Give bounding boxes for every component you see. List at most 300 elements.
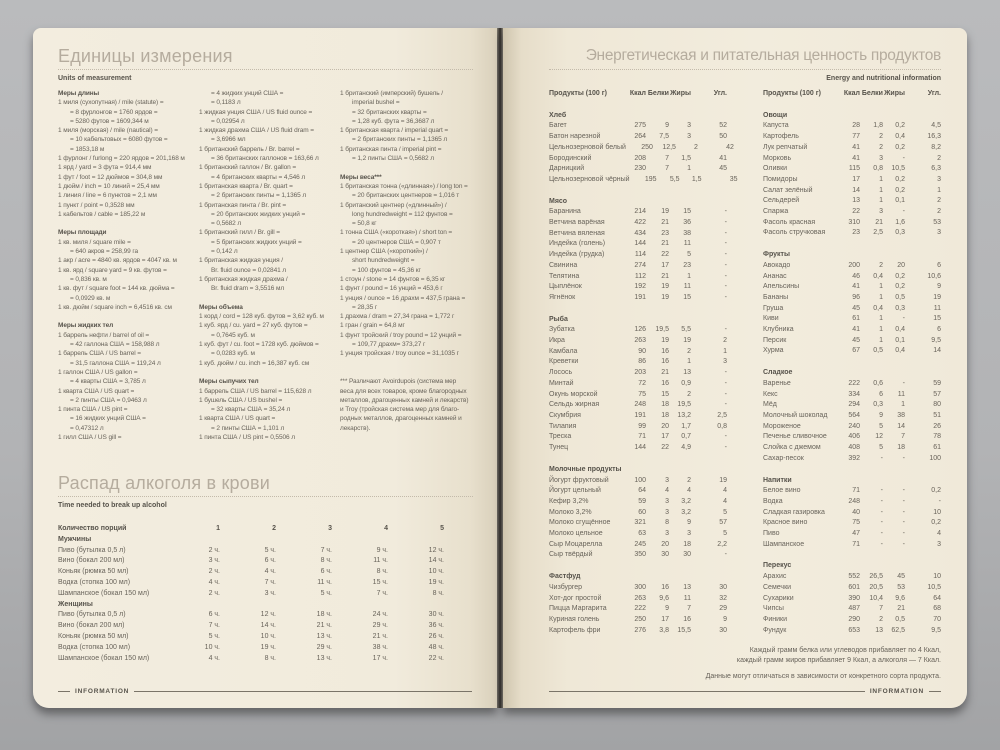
food-cell: Капуста [763,122,789,130]
units-line: = 0,02954 л [211,117,245,125]
units-line: = 36 британских галлонов = 163,66 л [211,155,319,163]
food-cell: Картофель фри [549,626,601,634]
food-cell: 19 [683,337,691,345]
units-line: 1 тонна США («короткая») / short ton = [340,229,453,237]
food-cell: 300 [634,583,646,591]
table-row [549,379,727,390]
table-row [763,207,941,218]
food-cell: 4 [665,487,669,495]
table-row [763,325,941,336]
units-line: 1 линия / line = 6 пунктов = 2,1 мм [58,192,157,200]
food-cell: 15 [661,390,669,398]
food-cell: 4 [687,487,691,495]
food-cell: - [724,240,727,248]
units-line: и Troy (тройская система мер для благо- [340,406,460,414]
alcohol-cell: 5 ч. [320,589,332,597]
food-cell: 191 [634,411,646,419]
food-section-heading: Перекус [763,562,792,570]
table-row [549,143,734,154]
food-cell: Треска [549,433,572,441]
food-cell: 11 [683,240,691,248]
food-cell: 350 [634,551,646,559]
food-cell: Сыр твёрдый [549,551,593,559]
alcohol-cell: 21 ч. [316,622,332,630]
table-row [763,583,941,594]
food-cell: 3 [723,358,727,366]
food-cell: Цельнозерновой чёрный [549,175,630,183]
alcohol-cell: 5 ч. [208,632,220,640]
food-cell: 100 [929,454,941,462]
food-cell: 250 [634,615,646,623]
table-row [549,293,727,304]
food-cell: Бананы [763,293,789,301]
footer-line [58,691,70,692]
food-cell: Йогурт фруктовый [549,476,609,484]
table-row [763,529,941,540]
units-line: long hundredweight = 112 фунтов = [352,210,453,218]
units-line: 1 британский (имперский) бушель / [340,90,443,97]
food-cell: 6 [879,390,883,398]
food-cell: 13,2 [677,411,691,419]
food-cell: Пицца Маргарита [549,605,607,613]
food-cell: Груша [763,304,784,312]
alcohol-cell: 2 ч. [208,546,220,554]
units-line: 1 пинта США / US pint = [58,406,128,414]
food-cell: 248 [848,497,860,505]
table-row [763,518,941,529]
alcohol-cell: 6 ч. [208,611,220,619]
food-cell: Ананас [763,272,787,280]
food-cell: 3 [687,133,691,141]
food-section-heading: Рыба [549,315,568,323]
nutrition-subtitle: Energy and nutritional information [826,75,941,82]
food-cell: 115 [848,165,860,173]
food-cell: 2 [694,143,698,151]
food-cell: 0,3 [895,229,905,237]
food-cell: 21 [661,219,669,227]
units-line: = 0,7645 куб. м [211,331,255,339]
alcohol-cell: Шампанское (бокал 150 мл) [58,589,150,597]
alcohol-cell: 38 ч. [372,643,388,651]
food-cell: 1 [879,175,883,183]
units-line: = 100 фунтов = 45,36 кг [352,266,421,274]
food-cell: 3 [687,530,691,538]
table-row [549,400,727,411]
units-line: 1 корд / cord = 128 куб. футов = 3,62 куб. м [199,313,324,321]
food-cell: 13 [852,197,860,205]
food-cell: 4,5 [931,122,941,130]
alcohol-cell: 6 ч. [264,557,276,565]
food-cell: 86 [638,358,646,366]
alcohol-cell: Пиво (бутылка 0,5 л) [58,611,126,619]
units-line: = 42 галлона США = 158,988 л [70,341,160,349]
food-cell: - [724,229,727,237]
table-row [763,154,941,165]
units-line: = 0,0929 кв. м [70,294,111,302]
food-cell: 15 [683,208,691,216]
alcohol-group-label: Мужчины [58,535,92,543]
food-cell: Скумбрия [549,411,581,419]
food-cell: 53 [897,583,905,591]
food-cell: 601 [848,583,860,591]
table-row [763,615,941,626]
food-cell: 13 [875,626,883,634]
dotted-rule [58,69,473,70]
units-line: 1 кварта США / US quart = [58,387,135,395]
food-cell: Индейка (грудка) [549,251,605,259]
food-cell: 8 [665,519,669,527]
units-line: = 32 британских кварты = [352,108,427,116]
food-cell: Сыр Моцарелла [549,540,603,548]
food-cell: 47 [852,530,860,538]
food-cell: 21 [875,218,883,226]
table-row [549,615,727,626]
alcohol-header-row [58,524,446,535]
alcohol-cell: 30 ч. [428,611,444,619]
food-cell: 7 [665,154,669,162]
alcohol-cell: 14 ч. [260,622,276,630]
table-row [763,497,941,508]
alcohol-cell: 8 ч. [376,568,388,576]
food-cell: 3 [665,508,669,516]
food-cell: 3 [937,175,941,183]
food-cell: 274 [634,261,646,269]
food-cell: 36 [683,219,691,227]
food-cell: - [902,519,905,527]
food-cell: 30 [719,583,727,591]
table-row [763,400,941,411]
table-row [549,164,727,175]
food-cell: Бородинский [549,154,592,162]
alcohol-cell: Коньяк (рюмка 50 мл) [58,632,129,640]
units-line: 1 акр / acre = 4840 кв. ярдов = 4047 кв. м [58,257,177,265]
food-cell: Сельдь жирная [549,401,600,409]
table-row [763,314,941,325]
table-row [763,443,941,454]
food-cell: Креветки [549,358,579,366]
units-line: 1 куб. дюйм / cu. inch = 16,387 куб. см [199,359,310,367]
table-row [763,540,941,551]
table-row [549,132,727,143]
table-row [58,632,446,643]
alcohol-cell: 36 ч. [428,622,444,630]
units-column [340,89,473,473]
food-cell: 1 [723,347,727,355]
food-cell: 0,4 [873,272,883,280]
food-cell: 51 [933,411,941,419]
food-cell: 0,4 [895,133,905,141]
table-row [763,164,941,175]
alcohol-cell: 8 ч. [432,589,444,597]
food-cell: 35 [729,175,738,183]
food-cell: 42 [726,143,734,151]
table-row [549,476,727,487]
food-header-cell: Угл. [713,90,727,97]
alcohol-cell: 13 ч. [316,632,332,640]
food-cell: - [880,540,883,548]
food-cell: 0,2 [895,186,905,194]
food-cell: 1,6 [895,218,905,226]
food-cell: 0,8 [873,165,883,173]
food-cell: 310 [848,218,860,226]
food-cell: 16 [661,347,669,355]
alcohol-cell: 12 ч. [260,611,276,619]
food-cell: 1 [879,315,883,323]
food-cell: Сельдерей [763,197,800,205]
alcohol-header-cell: 3 [328,525,332,532]
food-cell: 75 [638,390,646,398]
food-cell: 11 [897,390,905,398]
note-line: каждый грамм жиров прибавляет 9 Ккал, а алкоголя — 7 Ккал. [736,657,941,664]
food-cell: - [724,369,727,377]
food-cell: 208 [634,154,646,162]
alcohol-cell: 5 ч. [264,546,276,554]
food-cell: 434 [634,229,646,237]
table-row [549,261,727,272]
units-line: = 4 британских кварты = 4,546 л [211,173,306,181]
table-row [58,589,446,600]
units-line: 1 куб. ярд / cu. yard = 27 куб. футов = [199,322,308,330]
food-cell: Молоко сгущённое [549,519,611,527]
units-line: 1 фунт тройский / troy pound = 12 унций = [340,331,462,339]
food-cell: 17 [661,433,669,441]
units-line: = 2 пинты США = 1,101 л [211,424,285,432]
food-cell: 290 [848,615,860,623]
units-line: = 0,5682 л [211,220,242,228]
food-cell: 9,5 [931,626,941,634]
food-header-cell: Ккал [629,90,646,97]
food-cell: Лук репчатый [763,143,808,151]
units-line: = 2 пинты США = 0,9463 л [70,396,147,404]
table-row [763,626,941,637]
food-cell: 264 [634,133,646,141]
food-cell: 19 [661,208,669,216]
alcohol-cell: 29 ч. [372,622,388,630]
food-cell: - [724,390,727,398]
footer-label: INFORMATION [869,688,924,695]
alcohol-cell: 8 ч. [320,557,332,565]
food-cell: Фасоль красная [763,218,816,226]
alcohol-header-cell: 1 [216,525,220,532]
units-line: = 20 британских жидких унций = [211,210,306,218]
food-cell: 3 [665,497,669,505]
food-cell: 6 [937,261,941,269]
food-cell: Камбала [549,347,578,355]
food-cell: Пиво [763,530,780,538]
table-row [549,250,727,261]
food-cell: 11 [683,594,691,602]
food-cell: Мёд [763,401,777,409]
food-cell: Молоко цельное [549,530,603,538]
units-line: 1 кварта США / US quart = [199,415,276,423]
food-header-cell: Жиры [884,90,905,97]
food-cell: 45 [852,304,860,312]
food-cell: 0,3 [873,401,883,409]
food-cell: 20 [661,540,669,548]
food-cell: 7 [687,605,691,613]
units-line: 1 кв. ярд / square yard = 9 кв. футов = [58,266,167,274]
food-cell: 59 [933,379,941,387]
food-header-cell: Белки [647,90,669,97]
food-cell: 321 [634,519,646,527]
food-cell: 2,5 [717,411,727,419]
food-cell: 240 [848,422,860,430]
food-cell: 0,5 [895,615,905,623]
food-cell: 126 [634,326,646,334]
alcohol-cell: 4 ч. [208,654,220,662]
food-cell: 2 [687,476,691,484]
food-cell: 75 [852,519,860,527]
food-cell: 3 [937,540,941,548]
food-cell: Батон нарезной [549,133,601,141]
food-section-heading: Мясо [549,197,568,205]
footer-line [929,691,941,692]
food-cell: - [902,154,905,162]
units-line: = 0,47312 л [70,424,104,432]
food-cell: - [902,315,905,323]
food-cell: 250 [641,143,653,151]
units-line: 1 гран / grain = 64,8 мг [340,322,405,330]
alcohol-cell: 13 ч. [316,654,332,662]
alcohol-cell: 19 ч. [428,578,444,586]
table-row [549,368,727,379]
food-cell: 28 [852,122,860,130]
food-cell: 222 [848,379,860,387]
food-cell: 10 [933,508,941,516]
food-cell: 11 [683,283,691,291]
food-cell: Индейка (голень) [549,240,606,248]
food-cell: 245 [634,540,646,548]
food-cell: 6 [937,326,941,334]
units-line: 1 куб. фут / cu. foot = 1728 куб. дюймов = [199,341,319,349]
food-cell: 96 [852,293,860,301]
units-line: 1 британская жидкая унция / [199,257,283,265]
food-cell: Фасоль стручковая [763,229,826,237]
food-cell: 191 [634,293,646,301]
food-section-heading: Фастфуд [549,573,581,581]
food-cell: - [724,433,727,441]
food-cell: 10,5 [927,583,941,591]
units-line: = 5280 футов = 1609,344 м [70,117,149,125]
units-line: 1 кв. дюйм / square inch = 6,4516 кв. см [58,303,172,311]
units-section-heading: Меры веса*** [340,173,382,181]
food-cell: Авокадо [763,261,791,269]
food-cell: Апельсины [763,283,800,291]
food-cell: 9 [937,283,941,291]
table-row [763,132,941,143]
alcohol-cell: 21 ч. [372,632,388,640]
food-cell: 40 [852,508,860,516]
note-line: Данные могут отличаться в зависимости от конкретного сорта продукта. [705,673,941,680]
table-row [549,282,727,293]
units-line: 1 миля (морская) / mile (nautical) = [58,127,158,135]
units-section-heading: Меры площади [58,229,107,237]
food-cell: Тунец [549,444,569,452]
food-cell: 1 [879,283,883,291]
spacer [340,163,473,172]
food-cell: - [724,251,727,259]
food-cell: Белое вино [763,487,801,495]
table-row [763,121,941,132]
units-column [199,89,332,473]
units-line: 1 кв. фут / square foot = 144 кв. дюйма = [58,285,175,293]
alcohol-cell: 10 ч. [428,568,444,576]
food-cell: 1 [687,165,691,173]
alcohol-cell: 4 ч. [208,578,220,586]
food-cell: 0,4 [895,347,905,355]
food-cell: 9 [665,122,669,130]
food-header-cell: Белки [861,90,883,97]
table-row [549,443,727,454]
food-section-heading: Молочные продукты [549,465,622,473]
alcohol-header-cell: 2 [272,525,276,532]
food-cell: 9 [723,615,727,623]
food-cell: Картофель [763,133,799,141]
table-row [58,610,446,621]
alcohol-table [58,524,446,664]
units-line: 1 британская пинта / imperial pint = [340,145,442,153]
table-row [763,282,941,293]
alcohol-group-row [58,600,446,611]
left-page-footer [58,688,472,695]
note-line: Каждый грамм белка или углеводов прибавляет по 4 Ккал, [749,647,941,654]
right-page [503,28,967,708]
food-cell: 0,2 [895,175,905,183]
food-cell: 0,6 [873,379,883,387]
units-line: = 0,1183 л [211,99,241,107]
food-cell: 38 [683,229,691,237]
units-section-heading: Меры жидких тел [58,322,114,330]
food-cell: 13 [683,583,691,591]
table-row [763,486,941,497]
alcohol-title: Распад алкоголя в крови [58,473,270,493]
table-row [549,497,727,508]
food-cell: - [724,401,727,409]
food-cell: Цельнозерновой белый [549,143,626,151]
food-cell: 230 [634,165,646,173]
food-cell: Хурма [763,347,784,355]
food-cell: 67 [852,347,860,355]
food-header-cell: Угл. [927,90,941,97]
food-cell: Спаржа [763,208,789,216]
food-cell: 222 [634,605,646,613]
food-cell: - [724,293,727,301]
food-cell: 50 [719,133,727,141]
table-row [763,508,941,519]
units-line: 1 британская тонна («длинная») / long ton = [340,182,468,190]
food-cell: 78 [933,433,941,441]
alcohol-cell: Коньяк (рюмка 50 мл) [58,568,129,576]
units-line: 1 стоун / stone = 14 фунтов = 6,35 кг [340,275,446,283]
units-line: = 4 кварты США = 3,785 л [70,378,146,386]
table-row [549,486,727,497]
alcohol-group-label: Женщины [58,600,93,608]
alcohol-cell: 7 ч. [376,589,388,597]
food-cell: 21 [661,240,669,248]
food-cell: 80 [933,401,941,409]
food-cell: 19,5 [677,401,691,409]
alcohol-header-cell: Количество порций [58,525,127,532]
food-cell: 1 [879,186,883,194]
food-cell: 57 [719,519,727,527]
food-cell: - [880,508,883,516]
spacer [340,359,473,368]
units-line: 1 ярд / yard = 3 фута = 914,4 мм [58,164,152,172]
units-line: = 1,2 пинты США = 0,5682 л [352,155,434,163]
food-cell: 3,2 [681,508,691,516]
food-cell: - [880,487,883,495]
units-title: Единицы измерения [58,46,233,66]
